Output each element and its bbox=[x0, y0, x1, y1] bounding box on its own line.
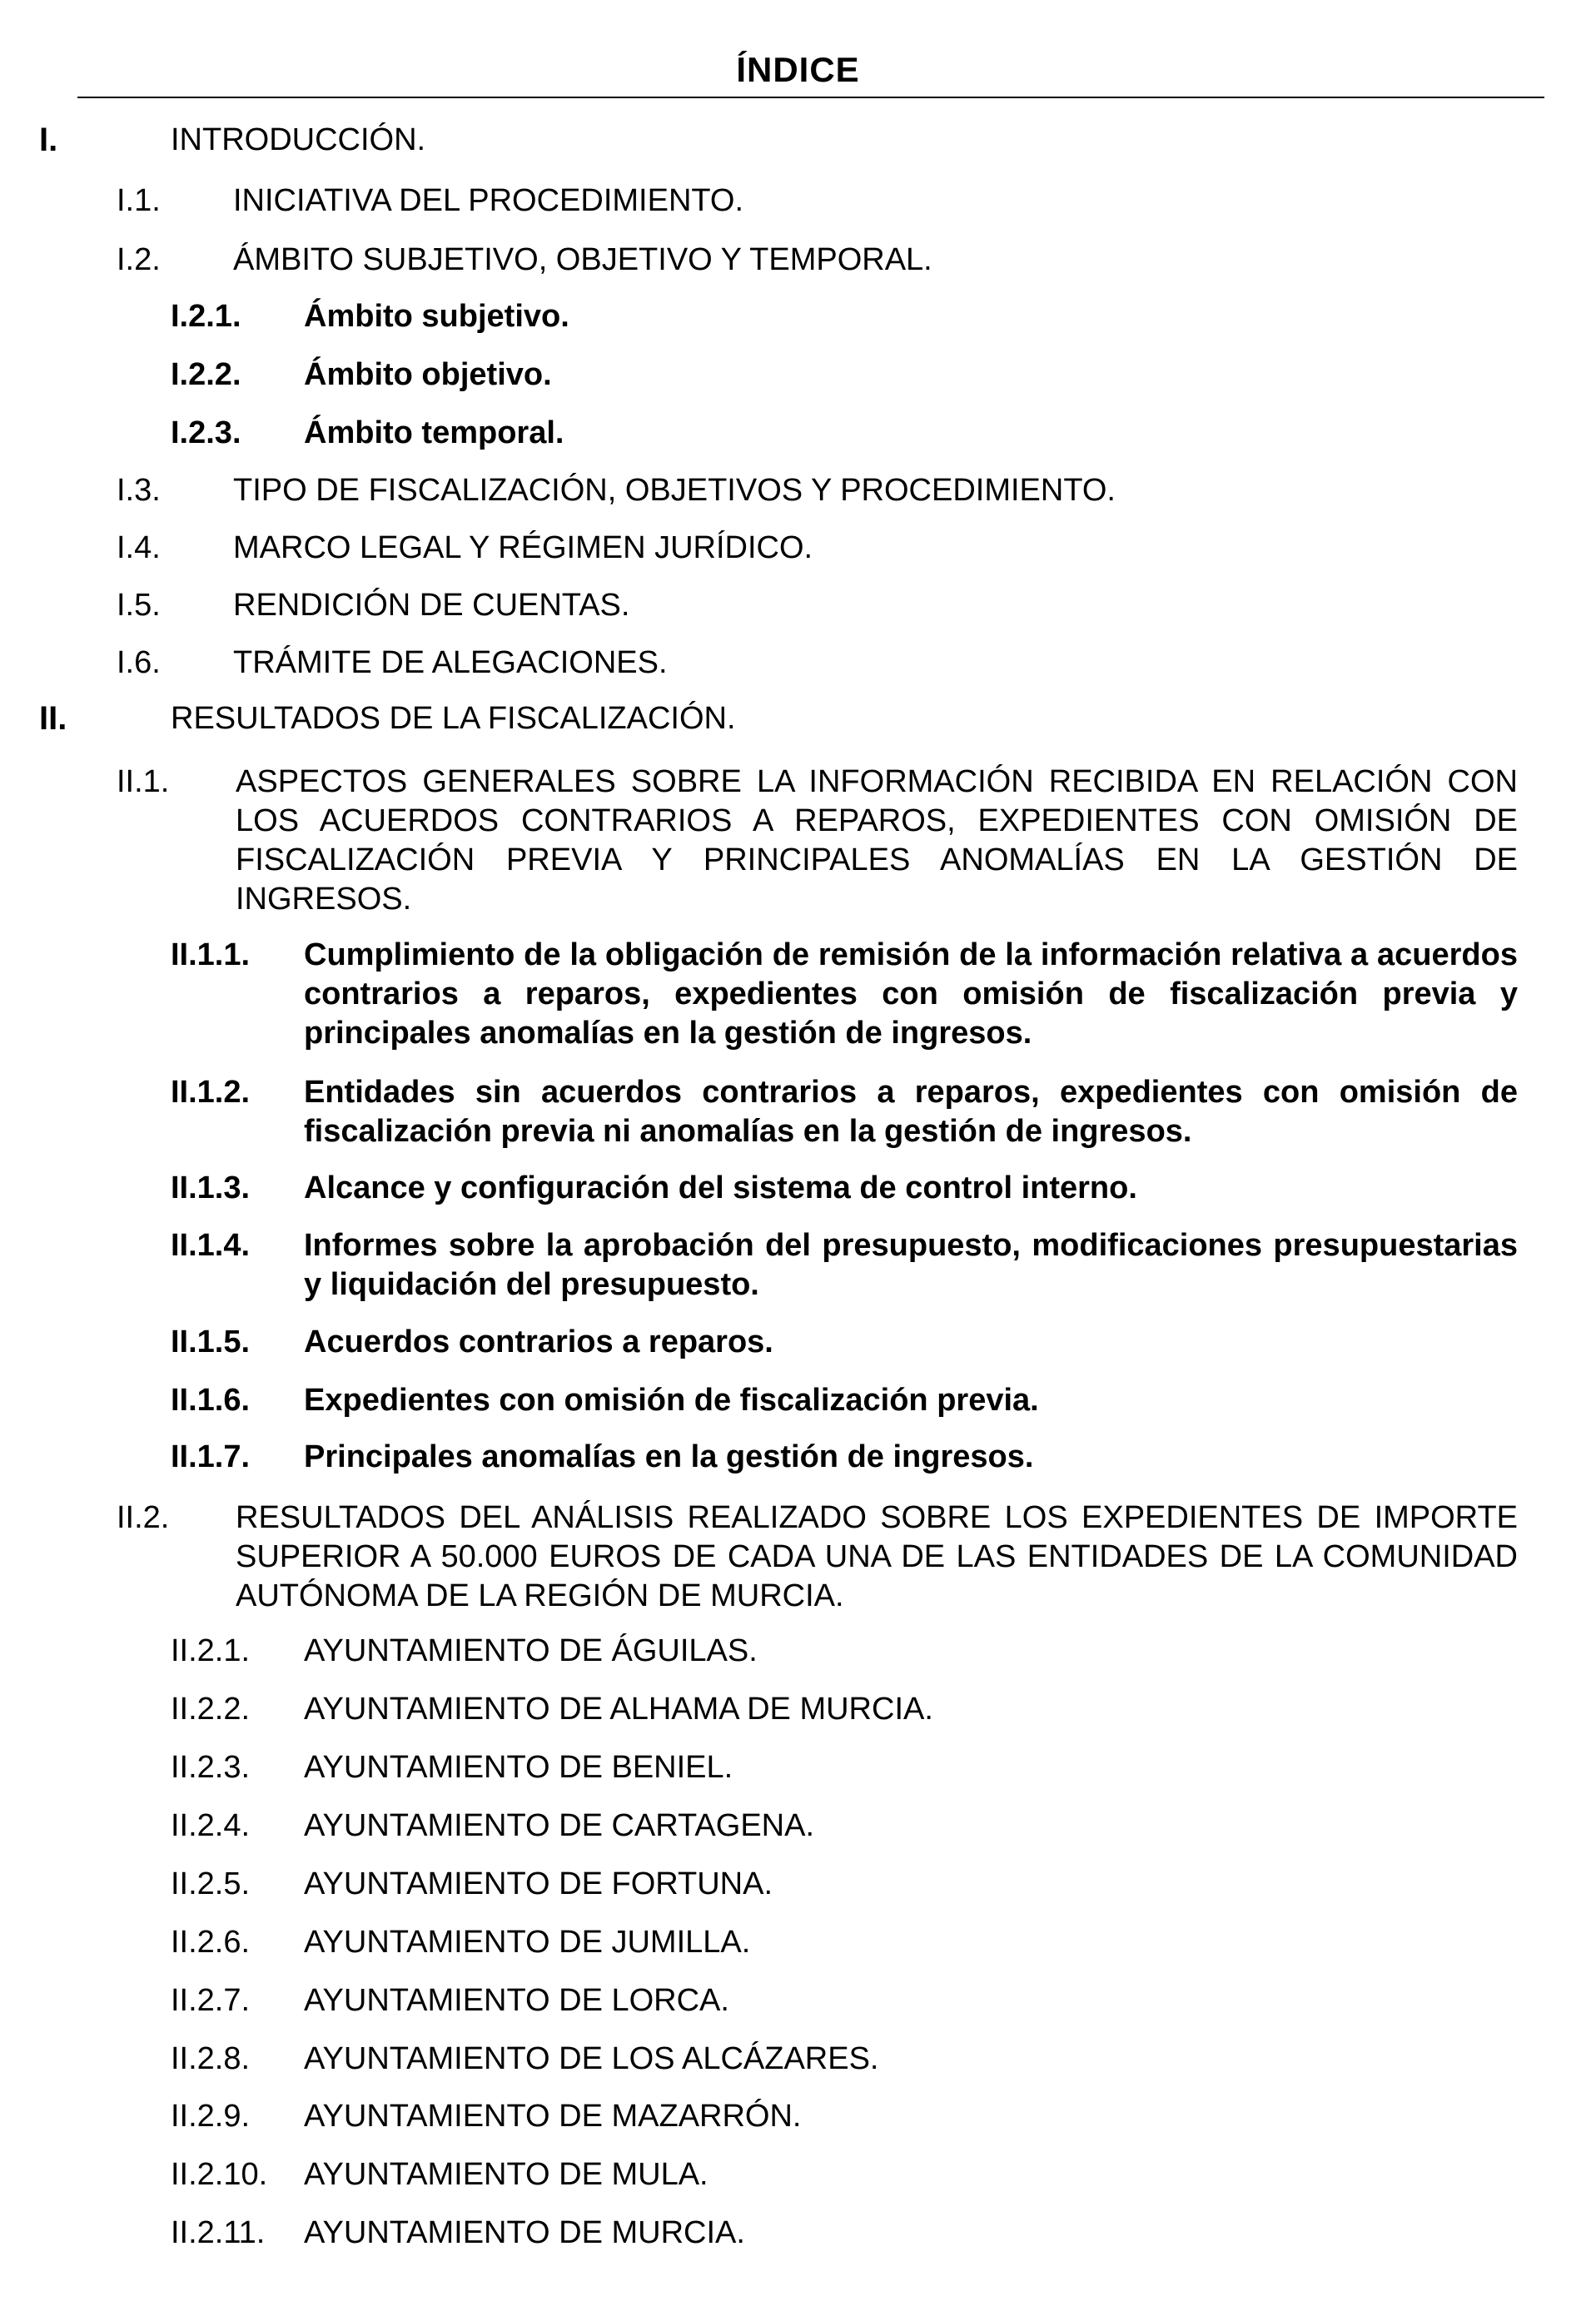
toc-entry-number: II.2.10. bbox=[171, 2157, 268, 2192]
toc-entry-number: II.1.2. bbox=[171, 1075, 251, 1110]
toc-entry-number: II.1.5. bbox=[171, 1324, 251, 1359]
toc-entry-title: Cumplimiento de la obligación de remisión de la información relativa a acuerdos contrarios a reparos, expedientes con omisión de fiscalización previa y principales anomalías en la gestión de ingresos. bbox=[304, 937, 1518, 1051]
page-title: ÍNDICE bbox=[736, 50, 860, 89]
toc-entry-title: TRÁMITE DE ALEGACIONES. bbox=[233, 645, 668, 680]
toc-entry-number: I. bbox=[39, 122, 58, 158]
toc-entry-title: INTRODUCCIÓN. bbox=[171, 122, 426, 157]
toc-entry-title: AYUNTAMIENTO DE MURCIA. bbox=[304, 2215, 745, 2250]
toc-entry-title: MARCO LEGAL Y RÉGIMEN JURÍDICO. bbox=[233, 530, 813, 565]
toc-entry-title: AYUNTAMIENTO DE ÁGUILAS. bbox=[304, 1633, 758, 1668]
toc-entry-number: II.2.2. bbox=[171, 1692, 251, 1727]
toc-entry-number: I.5. bbox=[117, 588, 161, 623]
toc-entry-title: Informes sobre la aprobación del presupuesto, modificaciones presupuestarias y liquidación del presupuesto. bbox=[304, 1228, 1518, 1302]
toc-entry-title: Ámbito temporal. bbox=[304, 415, 564, 450]
toc-entry-number: II.2.6. bbox=[171, 1925, 251, 1960]
toc-entry-number: I.2.2. bbox=[171, 357, 241, 392]
toc-entry-title: ASPECTOS GENERALES SOBRE LA INFORMACIÓN RECIBIDA EN RELACIÓN CON LOS ACUERDOS CONTRARIOS A REPAROS, EXPEDIENTES CON OMISIÓN DE FISCALIZACIÓN PREVIA Y PRINCIPALES ANOMALÍAS EN LA GESTIÓN DE INGRESOS. bbox=[236, 764, 1518, 917]
toc-entry-number: I.1. bbox=[117, 183, 161, 218]
toc-entry-number: II.2.4. bbox=[171, 1808, 251, 1843]
toc-entry-title: AYUNTAMIENTO DE CARTAGENA. bbox=[304, 1808, 815, 1843]
toc-entry-title: RESULTADOS DE LA FISCALIZACIÓN. bbox=[171, 701, 736, 736]
toc-entry-title: AYUNTAMIENTO DE MAZARRÓN. bbox=[304, 2099, 802, 2134]
toc-entry-title: AYUNTAMIENTO DE ALHAMA DE MURCIA. bbox=[304, 1692, 933, 1727]
toc-entry-title: Alcance y configuración del sistema de control interno. bbox=[304, 1170, 1137, 1205]
toc-entry-number: I.3. bbox=[117, 473, 161, 508]
toc-entry-number: II.2.9. bbox=[171, 2099, 251, 2134]
toc-entry-number: II.1.1. bbox=[171, 937, 251, 972]
toc-entry-title: AYUNTAMIENTO DE MULA. bbox=[304, 2157, 709, 2192]
toc-entry-title: RENDICIÓN DE CUENTAS. bbox=[233, 588, 630, 623]
toc-entry-number: II.2.3. bbox=[171, 1750, 251, 1785]
toc-entry-title: AYUNTAMIENTO DE BENIEL. bbox=[304, 1750, 733, 1785]
toc-entry-number: II.1. bbox=[117, 764, 170, 799]
toc-entry-number: II. bbox=[39, 700, 67, 737]
title-divider bbox=[77, 97, 1544, 98]
toc-entry-title: AYUNTAMIENTO DE LORCA. bbox=[304, 1983, 729, 2018]
toc-entry-number: II.2.5. bbox=[171, 1866, 251, 1901]
toc-entry-number: II.2. bbox=[117, 1500, 170, 1535]
toc-entry-title: AYUNTAMIENTO DE JUMILLA. bbox=[304, 1925, 751, 1960]
toc-entry-title: Acuerdos contrarios a reparos. bbox=[304, 1324, 773, 1359]
toc-entry-title: Principales anomalías en la gestión de ingresos. bbox=[304, 1439, 1034, 1474]
toc-entry-number: II.1.3. bbox=[171, 1170, 251, 1205]
toc-entry-number: II.2.8. bbox=[171, 2041, 251, 2076]
toc-entry-title: AYUNTAMIENTO DE LOS ALCÁZARES. bbox=[304, 2041, 879, 2076]
toc-entry-title: Expedientes con omisión de fiscalización previa. bbox=[304, 1383, 1039, 1418]
toc-entry-number: I.4. bbox=[117, 530, 161, 565]
toc-entry-title: TIPO DE FISCALIZACIÓN, OBJETIVOS Y PROCEDIMIENTO. bbox=[233, 473, 1116, 508]
toc-entry-title: Ámbito objetivo. bbox=[304, 357, 552, 392]
toc-entry-number: II.2.11. bbox=[171, 2215, 266, 2250]
toc-entry-number: I.2.3. bbox=[171, 415, 241, 450]
toc-entry-number: II.2.7. bbox=[171, 1983, 251, 2018]
toc-entry-number: I.6. bbox=[117, 645, 161, 680]
toc-entry-number: II.1.6. bbox=[171, 1383, 251, 1418]
toc-entry-title: RESULTADOS DEL ANÁLISIS REALIZADO SOBRE LOS EXPEDIENTES DE IMPORTE SUPERIOR A 50.000 EUROS DE CADA UNA DE LAS ENTIDADES DE LA COMUNIDAD AUTÓNOMA DE LA REGIÓN DE MURCIA. bbox=[236, 1500, 1518, 1613]
toc-entry-number: II.1.4. bbox=[171, 1228, 251, 1263]
toc-entry-title: AYUNTAMIENTO DE FORTUNA. bbox=[304, 1866, 773, 1901]
toc-entry-number: I.2.1. bbox=[171, 299, 241, 334]
toc-entry-number: II.2.1. bbox=[171, 1633, 251, 1668]
toc-entry-title: INICIATIVA DEL PROCEDIMIENTO. bbox=[233, 183, 744, 218]
toc-entry-title: Entidades sin acuerdos contrarios a reparos, expedientes con omisión de fiscalización previa ni anomalías en la gestión de ingresos. bbox=[304, 1075, 1518, 1149]
toc-entry-number: II.1.7. bbox=[171, 1439, 251, 1474]
toc-entry-title: ÁMBITO SUBJETIVO, OBJETIVO Y TEMPORAL. bbox=[233, 242, 932, 277]
toc-entry-title: Ámbito subjetivo. bbox=[304, 299, 569, 334]
toc-entry-number: I.2. bbox=[117, 242, 161, 277]
